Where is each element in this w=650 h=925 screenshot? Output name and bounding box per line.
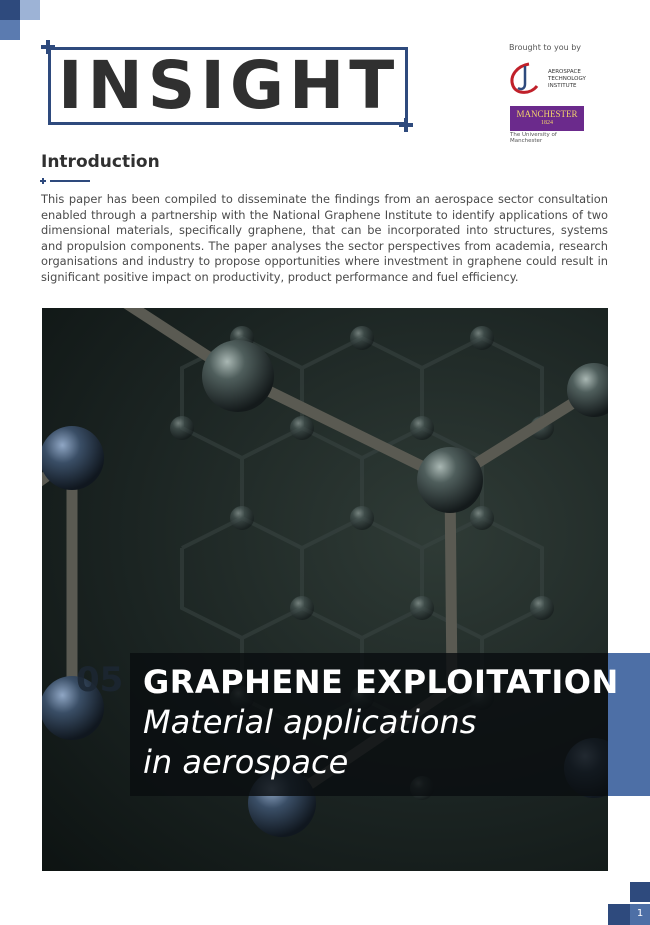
corner-square-dark (0, 0, 20, 20)
ati-line-3: INSTITUTE (548, 83, 577, 89)
footer-square (608, 904, 630, 925)
manchester-year: 1824 (541, 120, 553, 126)
plus-icon (41, 40, 55, 54)
insight-logo-text: INSIGHT (58, 47, 400, 124)
brought-to-you-by: Brought to you by (508, 43, 582, 52)
ati-logo (507, 62, 591, 98)
hero-title: GRAPHENE EXPLOITATION (143, 663, 619, 701)
corner-square-mid (0, 20, 20, 40)
ati-line-2: TECHNOLOGY (548, 76, 586, 82)
ati-swoosh-icon (507, 62, 543, 96)
intro-body: This paper has been compiled to disseminate the findings from an aerospace sector consultation enabled through a partnership with the National Graphene Institute to identify applications of two dimensional materials, specifically graphene, that can be incorporated into structures, systems and propulsion components. The paper analyses the sector perspectives from academia, research organisations and industry to propose opportunities where investment in graphene could result in significant positive impact on productivity, product performance and fuel efficiency. (41, 192, 608, 284)
intro-heading: Introduction (41, 152, 160, 172)
ati-line-1: AEROSPACE (548, 69, 581, 75)
manchester-name: MANCHESTER (516, 109, 578, 119)
manchester-logo (510, 106, 584, 131)
hero-subtitle-line-1: Material applications (143, 703, 477, 741)
page-number: 1 (636, 908, 644, 919)
manchester-subtitle: The University of Manchester (510, 132, 557, 144)
hero-subtitle-line-2: in aerospace (143, 743, 349, 781)
footer-square (630, 882, 650, 902)
corner-square-light (20, 0, 40, 20)
ati-name (548, 69, 596, 90)
heading-rule (50, 180, 90, 182)
rule-plus-icon (40, 178, 46, 184)
edition-number: 05 (76, 660, 124, 700)
